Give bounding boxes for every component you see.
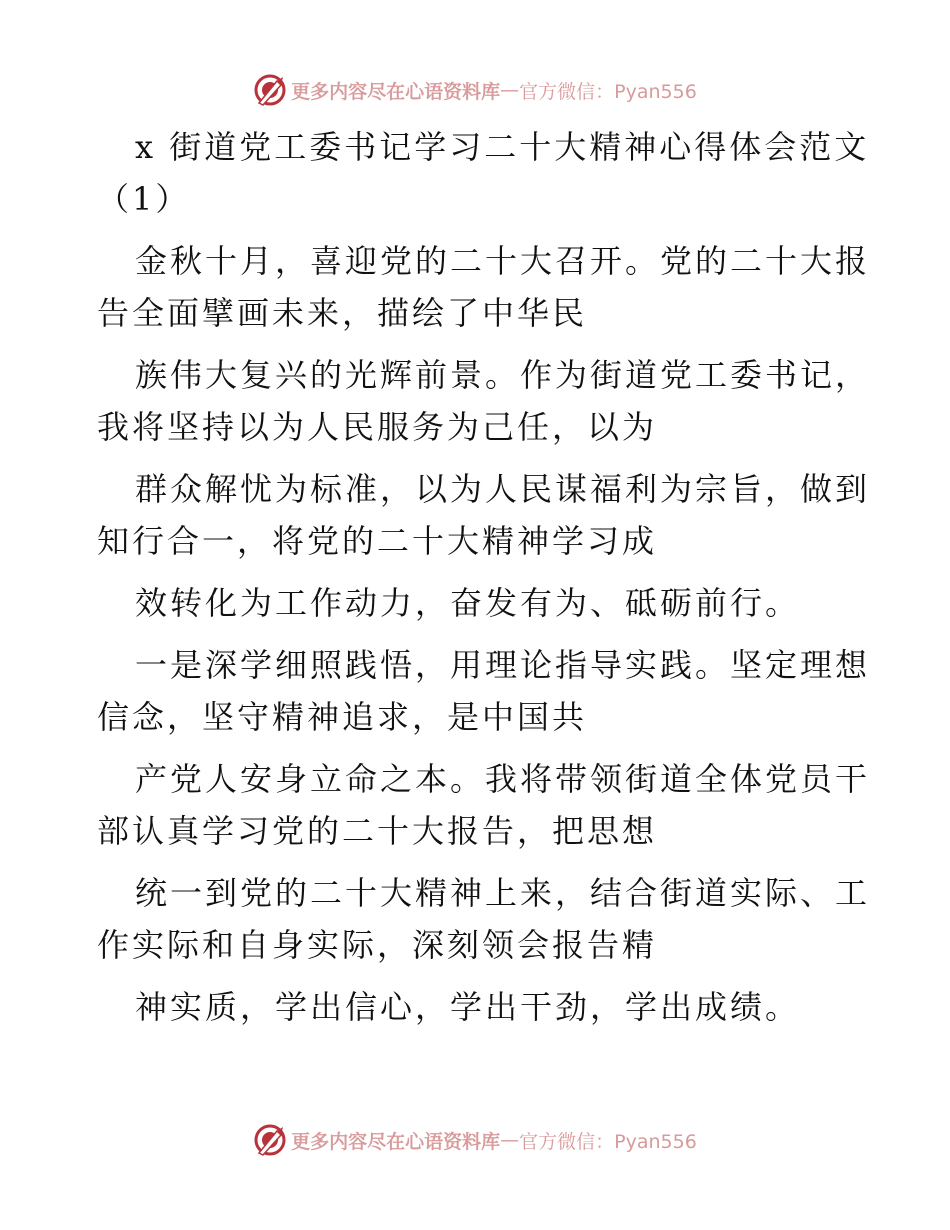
title-line: （1） <box>97 180 191 218</box>
paragraph-line: 群众解忧为标准，以为人民谋福利为宗旨，做到 <box>135 470 871 508</box>
banner-main-text: 更多内容尽在心语资料库 <box>291 1130 501 1153</box>
logo-pen-icon <box>253 1123 287 1157</box>
paragraph-line: 族伟大复兴的光辉前景。作为街道党工委书记， <box>135 356 871 394</box>
banner-main-text: 更多内容尽在心语资料库 <box>291 80 501 103</box>
title-line: x 街道党工委书记学习二十大精神心得体会范文 <box>135 128 870 166</box>
banner-wechat-text: 官方微信：Pyan556 <box>519 1130 697 1153</box>
paragraph-line: 统一到党的二十大精神上来，结合街道实际、工 <box>135 874 871 912</box>
document-body <box>97 121 871 1033</box>
paragraph-line: 知行合一，将党的二十大精神学习成 <box>97 522 658 560</box>
paragraph-line: 作实际和自身实际，深刻领会报告精 <box>97 926 658 964</box>
paragraph-line: 神实质，学出信心，学出干劲，学出成绩。 <box>135 988 801 1026</box>
paragraph-line: 告全面擘画未来，描绘了中华民 <box>97 294 588 332</box>
paragraph-line: 效转化为工作动力，奋发有为、砥砺前行。 <box>135 584 801 622</box>
paragraph-line: 产党人安身立命之本。我将带领街道全体党员干 <box>135 760 871 798</box>
paragraph-line: 部认真学习党的二十大报告，把思想 <box>97 812 658 850</box>
footer-banner <box>0 1120 950 1160</box>
paragraph-line: 我将坚持以为人民服务为己任，以为 <box>97 408 658 446</box>
banner-separator: — <box>500 79 520 101</box>
banner-wechat-text: 官方微信：Pyan556 <box>519 80 697 103</box>
paragraph-line: 金秋十月，喜迎党的二十大召开。党的二十大报 <box>135 242 871 280</box>
paragraph-line: 信念，坚守精神追求，是中国共 <box>97 698 588 736</box>
logo-pen-icon <box>253 73 287 107</box>
header-banner <box>0 70 950 110</box>
banner-separator: — <box>500 1129 520 1151</box>
paragraph-line: 一是深学细照践悟，用理论指导实践。坚定理想 <box>135 646 871 684</box>
